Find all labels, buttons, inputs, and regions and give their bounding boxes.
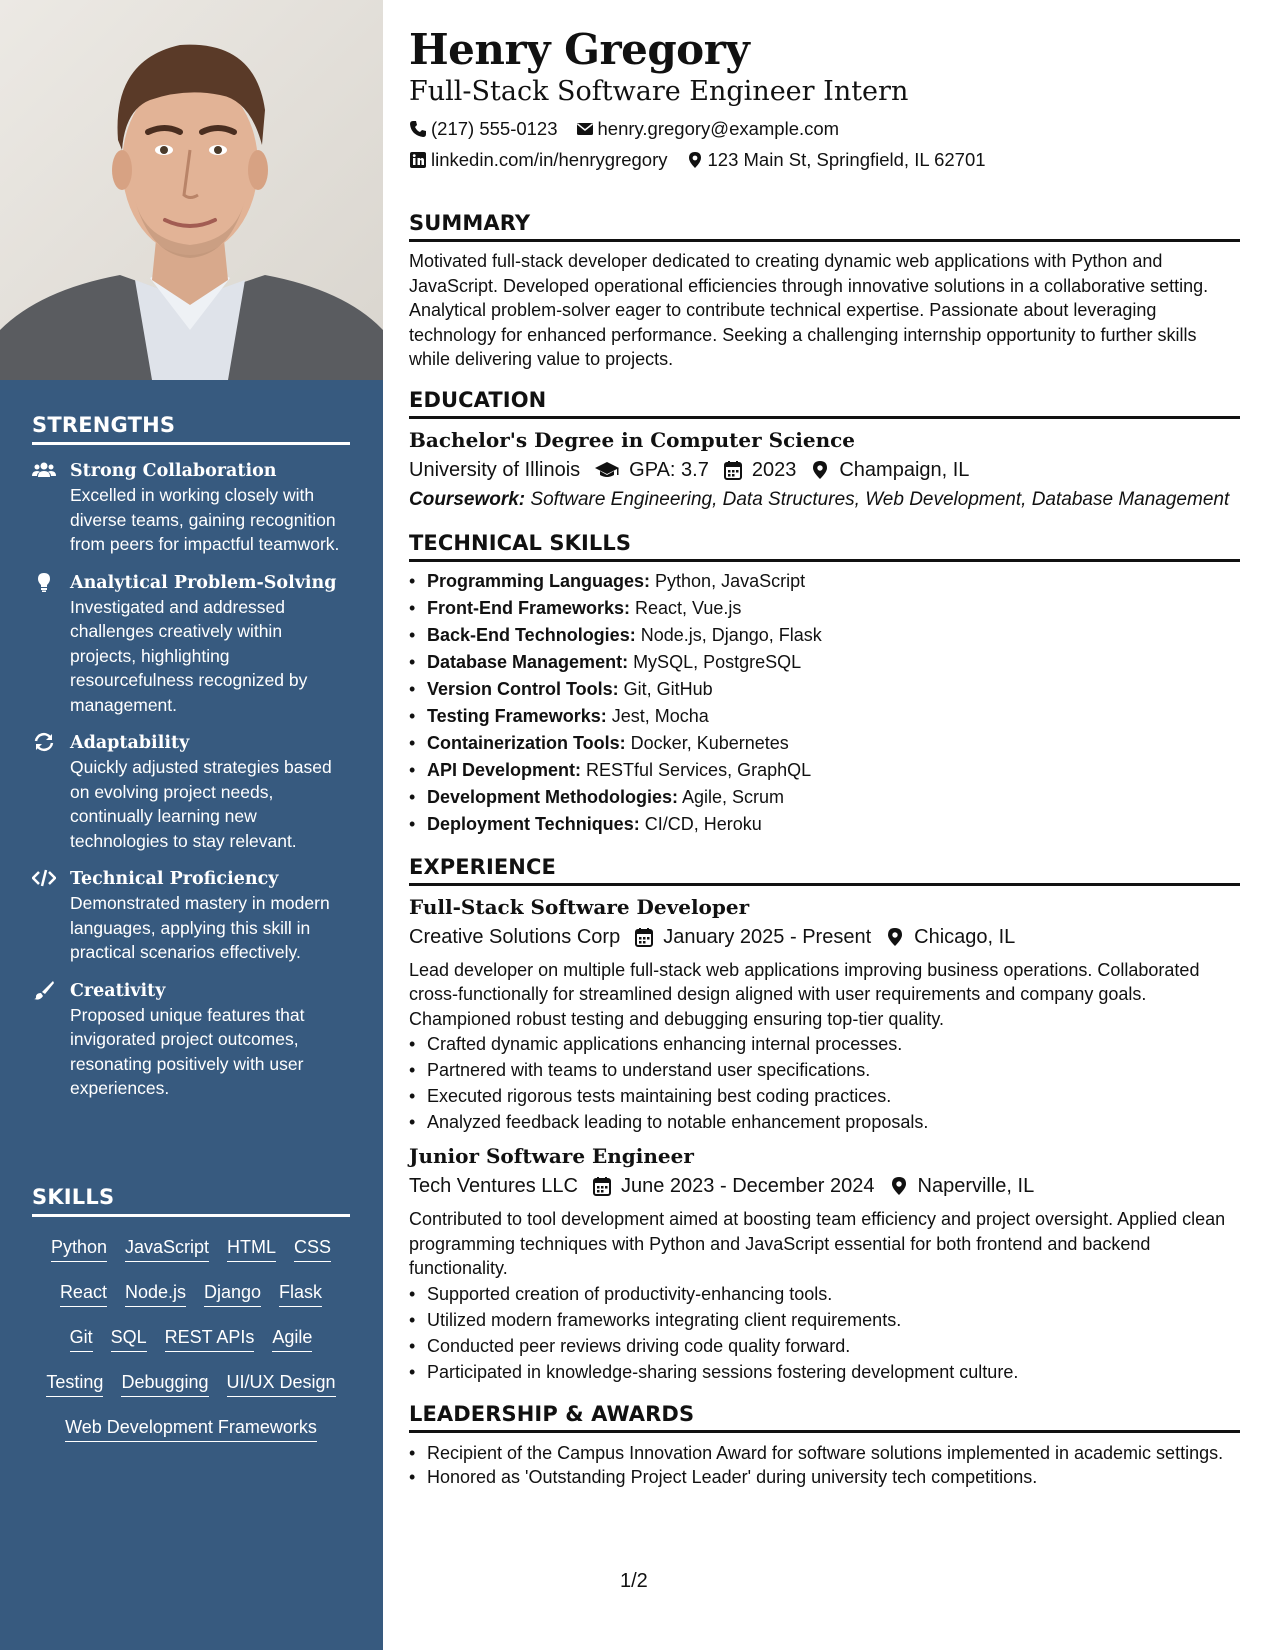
sidebar — [0, 0, 383, 1650]
company-name — [409, 923, 620, 951]
graduation-cap-icon — [594, 460, 620, 480]
strength-item — [32, 459, 350, 557]
job-bullets — [409, 1281, 1240, 1385]
strength-title: Analytical Problem-Solving — [70, 572, 337, 593]
skill-values: RESTful Services, GraphQL — [581, 759, 812, 780]
strength-title: Technical Proficiency — [70, 869, 279, 889]
job-entry — [409, 1143, 1240, 1385]
skill-category: Front-End Frameworks: — [427, 597, 631, 618]
contact-phone — [409, 117, 558, 141]
paintbrush-icon — [32, 980, 56, 1000]
skill-category: API Development: — [427, 759, 582, 780]
strengths-title: STRENGTHS — [32, 413, 350, 445]
contact-email[interactable] — [576, 117, 840, 141]
skill-tag: Django — [204, 1279, 261, 1307]
lightbulb-icon — [32, 572, 56, 592]
skill-values: Jest, Mocha — [606, 705, 709, 726]
skill-values: Agile, Scrum — [678, 786, 785, 807]
awards-list — [409, 1441, 1240, 1490]
contact-address — [686, 148, 986, 172]
skill-tag: SQL — [111, 1324, 147, 1352]
skill-category: Containerization Tools: — [427, 732, 626, 753]
map-pin-icon — [686, 151, 704, 169]
list-item: • Analyzed feedback leading to notable enhancement proposals. — [409, 1109, 1240, 1135]
list-item — [409, 676, 1240, 703]
skill-category: Deployment Techniques: — [427, 813, 640, 834]
skills-cloud — [32, 1225, 350, 1450]
phone-text: (217) 555-0123 — [431, 118, 558, 139]
gpa-text: GPA: 3.7 — [629, 458, 709, 481]
skill-tag: CSS — [294, 1234, 331, 1262]
location-text: Chicago, IL — [914, 925, 1016, 948]
skill-tag: Debugging — [121, 1369, 208, 1397]
technical-skills-title: TECHNICAL SKILLS — [409, 530, 1240, 562]
coursework-text: Software Engineering, Data Structures, Web Development, Database Management — [525, 488, 1230, 510]
education-section — [409, 387, 1240, 512]
skill-tag: Git — [70, 1324, 93, 1352]
list-item — [409, 757, 1240, 784]
school-name — [409, 456, 580, 484]
skill-category: Development Methodologies: — [427, 786, 679, 807]
job-description: Lead developer on multiple full-stack web applications improving business operations. Collaborated cross-functionally for streamlined design aligned with user requirements and company goals. Championed robust testing and debugging ensuring top-tier quality. — [409, 959, 1200, 1029]
skill-tag: Flask — [279, 1279, 322, 1307]
summary-title: SUMMARY — [409, 210, 1240, 242]
strength-title: Creativity — [70, 980, 166, 1001]
strength-item — [32, 867, 350, 965]
candidate-name: Henry Gregory — [409, 25, 750, 74]
skill-tag: React — [60, 1279, 107, 1307]
list-item — [409, 649, 1240, 676]
skill-tag: Testing — [46, 1369, 103, 1397]
skill-category: Testing Frameworks: — [427, 705, 607, 726]
profile-photo — [0, 0, 383, 380]
contact-row — [409, 117, 1240, 141]
skills-section — [32, 1185, 350, 1450]
company-name — [409, 1172, 578, 1200]
list-item: • Executed rigorous tests maintaining best coding practices. — [409, 1083, 1240, 1109]
job-meta — [409, 1172, 1240, 1200]
strengths-section — [32, 413, 350, 1101]
list-item — [409, 703, 1240, 730]
location-text: Champaign, IL — [839, 458, 970, 481]
strength-item — [32, 979, 350, 1101]
contact-linkedin[interactable] — [409, 148, 668, 172]
job-bullets — [409, 1031, 1240, 1135]
skill-values: Git, GitHub — [618, 678, 713, 699]
email-text[interactable]: henry.gregory@example.com — [597, 118, 840, 139]
gpa — [594, 456, 709, 484]
strength-item — [32, 571, 350, 718]
skill-tag: JavaScript — [125, 1234, 209, 1262]
skills-title: SKILLS — [32, 1185, 350, 1217]
map-pin-icon — [889, 1176, 909, 1196]
skill-values: CI/CD, Heroku — [639, 813, 762, 834]
experience-section — [409, 854, 1240, 1385]
summary-section — [409, 210, 1240, 372]
skill-tag: HTML — [227, 1234, 276, 1262]
list-item: • Crafted dynamic applications enhancing internal processes. — [409, 1031, 1240, 1057]
sync-icon — [32, 732, 56, 752]
skill-category: Programming Languages: — [427, 570, 651, 591]
skill-values: Node.js, Django, Flask — [635, 624, 822, 645]
dates-text: January 2025 - Present — [663, 925, 872, 948]
strength-desc: Quickly adjusted strategies based on evolving project needs, continually learning new technologies to stay relevant. — [70, 757, 332, 851]
education-meta — [409, 456, 1240, 484]
education-title: EDUCATION — [409, 387, 1240, 419]
calendar-icon — [634, 927, 654, 947]
skill-category: Database Management: — [427, 651, 629, 672]
list-item: • Utilized modern frameworks integrating client requirements. — [409, 1307, 1240, 1333]
job-title: Full-Stack Software Developer — [409, 894, 750, 919]
list-item — [409, 811, 1240, 838]
technical-skills-section — [409, 530, 1240, 838]
job-title: Junior Software Engineer — [409, 1144, 694, 1168]
strength-desc: Proposed unique features that invigorated project outcomes, resonating positively with user experiences. — [70, 1004, 305, 1098]
users-icon — [32, 460, 56, 480]
company-text: Creative Solutions Corp — [409, 925, 621, 948]
strength-item — [32, 731, 350, 853]
job-meta — [409, 923, 1240, 951]
envelope-icon — [576, 120, 594, 138]
list-item: • Conducted peer reviews driving code quality forward. — [409, 1333, 1240, 1359]
job-entry — [409, 894, 1240, 1136]
skill-values: React, Vue.js — [630, 597, 742, 618]
calendar-icon — [592, 1176, 612, 1196]
job-dates — [634, 923, 871, 951]
skill-values: Python, JavaScript — [650, 570, 806, 591]
skill-values: MySQL, PostgreSQL — [628, 651, 802, 672]
skill-tag: Python — [51, 1234, 107, 1262]
skill-tag: Node.js — [125, 1279, 186, 1307]
job-dates — [592, 1172, 875, 1200]
map-pin-icon — [885, 927, 905, 947]
map-pin-icon — [810, 460, 830, 480]
coursework — [409, 488, 1240, 512]
contact-row — [409, 148, 1240, 172]
list-item: • Supported creation of productivity-enhancing tools. — [409, 1281, 1240, 1307]
grad-year — [723, 456, 797, 484]
page-number: 1/2 — [620, 1570, 648, 1592]
main-content — [409, 0, 1240, 1490]
job-description: Contributed to tool development aimed at boosting team efficiency and project oversight. Applied clean programming techniques with Python and JavaScript essential for both frontend and backend functionality. — [409, 1209, 1226, 1278]
list-item — [409, 568, 1240, 595]
awards-title: LEADERSHIP & AWARDS — [409, 1401, 1240, 1433]
strength-title: Adaptability — [70, 733, 190, 753]
list-item: • Honored as 'Outstanding Project Leader' during university tech competitions. — [409, 1465, 1240, 1490]
phone-icon — [409, 120, 427, 138]
calendar-icon — [723, 460, 743, 480]
strength-title: Strong Collaboration — [70, 461, 277, 481]
technical-skills-list — [409, 568, 1240, 838]
experience-title: EXPERIENCE — [409, 854, 1240, 886]
strength-desc: Demonstrated mastery in modern languages, applying this skill in practical scenarios effectively. — [70, 893, 330, 962]
skill-tag: REST APIs — [165, 1324, 255, 1352]
list-item — [409, 784, 1240, 811]
list-item: • Participated in knowledge-sharing sessions fostering development culture. — [409, 1359, 1240, 1385]
job-location — [889, 1172, 1035, 1200]
linkedin-icon — [409, 151, 427, 169]
skill-category: Version Control Tools: — [427, 678, 619, 699]
summary-text: Motivated full-stack developer dedicated to creating dynamic web applications with Python and JavaScript. Developed operational efficiencies through innovative solutions in a collaborative setting. Analytical problem-solver eager to contribute technical expertise. Passionate about leveraging technology for enhanced performance. Seeking a challenging internship opportunity to further skills while delivering value to projects. — [409, 251, 1209, 369]
list-item: • Partnered with teams to understand user specifications. — [409, 1057, 1240, 1083]
skill-category: Back-End Technologies: — [427, 624, 636, 645]
skill-tag: Web Development Frameworks — [65, 1414, 317, 1442]
awards-section — [409, 1401, 1240, 1490]
company-text: Tech Ventures LLC — [409, 1175, 578, 1197]
strength-desc: Investigated and addressed challenges creatively within projects, highlighting resourcefulness recognized by management. — [70, 596, 308, 715]
skill-values: Docker, Kubernetes — [625, 732, 789, 753]
list-item: • Recipient of the Campus Innovation Award for software solutions implemented in academic settings. — [409, 1441, 1240, 1466]
skill-tag: Agile — [272, 1324, 312, 1352]
list-item — [409, 595, 1240, 622]
year-text: 2023 — [751, 458, 797, 481]
degree-title: Bachelor's Degree in Computer Science — [409, 427, 856, 452]
job-location — [885, 923, 1015, 951]
linkedin-text[interactable]: linkedin.com/in/henrygregory — [431, 149, 668, 170]
dates-text: June 2023 - December 2024 — [621, 1175, 875, 1197]
coursework-label: Coursework: — [409, 488, 526, 510]
skill-tag: UI/UX Design — [227, 1369, 336, 1397]
list-item — [409, 730, 1240, 757]
address-text: 123 Main St, Springfield, IL 62701 — [707, 149, 986, 170]
candidate-role: Full-Stack Software Engineer Intern — [409, 76, 909, 107]
code-icon — [32, 868, 56, 888]
school-location — [810, 456, 969, 484]
strength-desc: Excelled in working closely with diverse teams, gaining recognition from peers for impactful teamwork. — [70, 485, 340, 554]
location-text: Naperville, IL — [917, 1175, 1035, 1197]
school-text: University of Illinois — [409, 458, 581, 481]
list-item — [409, 622, 1240, 649]
